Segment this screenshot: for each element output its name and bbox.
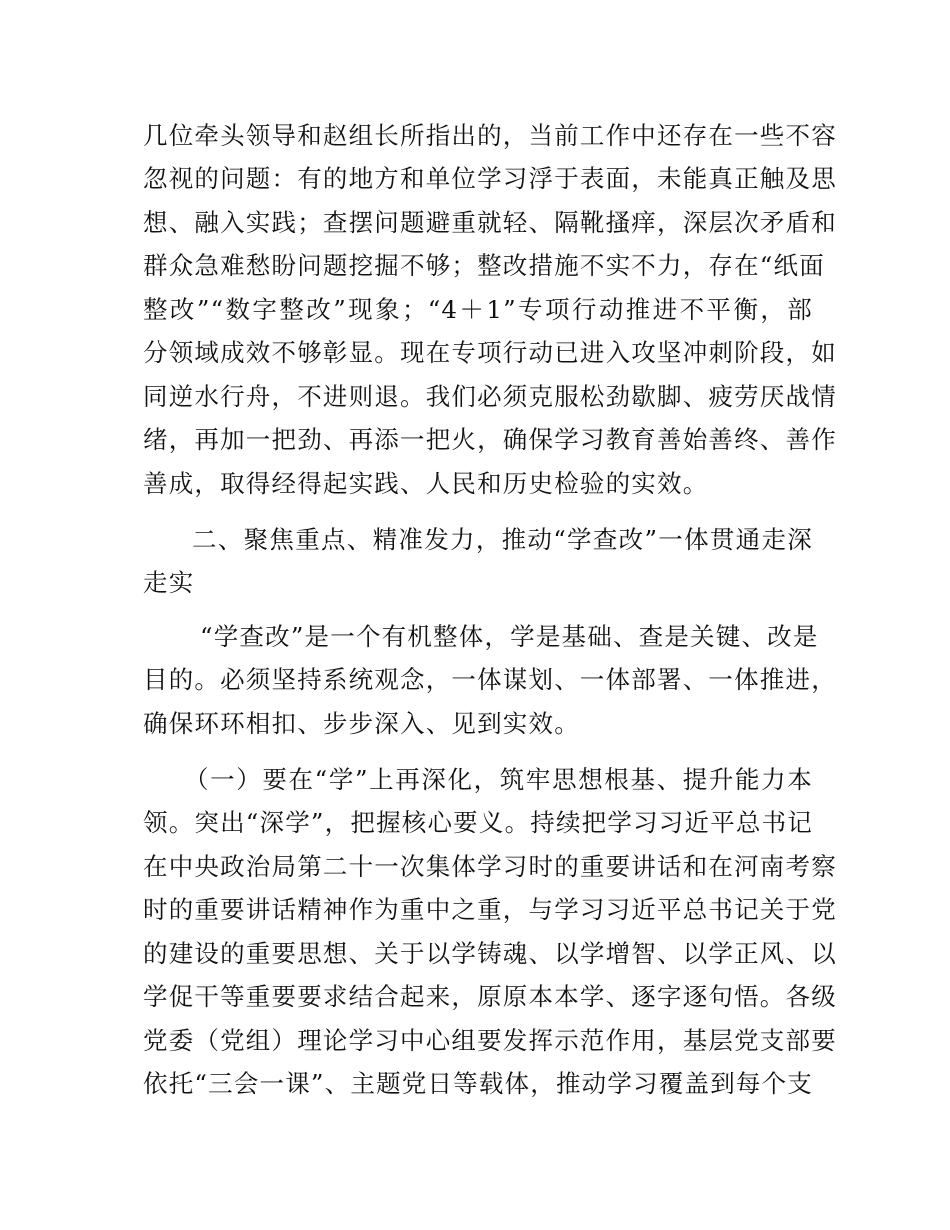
paragraph-line: 善成，取得经得起实践、人民和历史检验的实效。 (143, 469, 709, 498)
paragraph-line: （一）要在“学”上再深化，筑牢思想根基、提升能力本 (184, 765, 813, 794)
paragraph-line: 确保环环相扣、步步深入、见到实效。 (143, 709, 580, 738)
paragraph-line: 同逆水行舟，不进则退。我们必须克服松劲歇脚、疲劳厌战情 (143, 382, 837, 411)
paragraph-line: 想、融入实践；查摆问题避重就轻、隔靴搔痒，深层次矛盾和 (143, 208, 837, 237)
paragraph-line: 几位牵头领导和赵组长所指出的，当前工作中还存在一些不容 (143, 121, 837, 150)
paragraph-line: “学查改”是一个有机整体，学是基础、查是关键、改是 (200, 622, 819, 651)
paragraph-line: 分领域成效不够彰显。现在专项行动已进入攻坚冲刺阶段，如 (143, 338, 837, 367)
paragraph-line: 依托“三会一课”、主题党日等载体，推动学习覆盖到每个支 (143, 1069, 813, 1098)
paragraph-line: 领。突出“深学”，把握核心要义。持续把学习习近平总书记 (143, 808, 813, 837)
paragraph-line: 党委（党组）理论学习中心组要发挥示范作用，基层党支部要 (143, 1026, 837, 1055)
paragraph-line: 目的。必须坚持系统观念，一体谋划、一体部署、一体推进， (143, 665, 837, 694)
section-heading-line: 二、聚焦重点、精准发力，推动“学查改”一体贯通走深 (192, 525, 813, 554)
paragraph-line: 的建设的重要思想、关于以学铸魂、以学增智、以学正风、以 (143, 939, 837, 968)
paragraph-line: 时的重要讲话精神作为重中之重，与学习习近平总书记关于党 (143, 895, 837, 924)
paragraph-line: 忽视的问题：有的地方和单位学习浮于表面，未能真正触及思 (143, 164, 837, 193)
paragraph-line: 整改”“数字整改”现象；“4＋1”专项行动推进不平衡，部 (143, 295, 813, 324)
paragraph-line: 在中央政治局第二十一次集体学习时的重要讲话和在河南考察 (143, 852, 837, 881)
section-heading-line: 走实 (143, 568, 195, 597)
paragraph-line: 绪，再加一把劲、再添一把火，确保学习教育善始善终、善作 (143, 425, 837, 454)
paragraph-line: 学促干等重要要求结合起来，原原本本学、逐字逐句悟。各级 (143, 982, 837, 1011)
paragraph-line: 群众急难愁盼问题挖掘不够；整改措施不实不力，存在“纸面 (143, 251, 825, 280)
